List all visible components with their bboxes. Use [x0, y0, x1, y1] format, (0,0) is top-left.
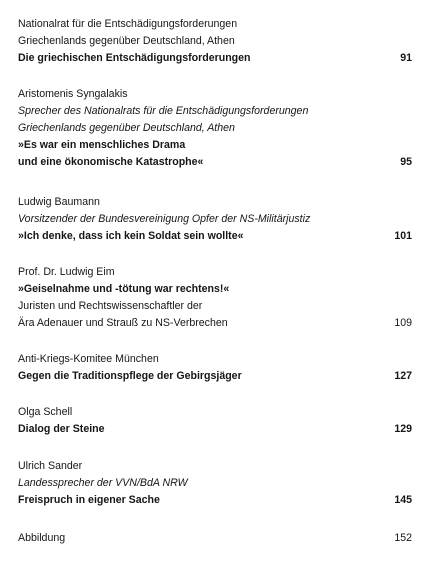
entry-title: Abbildung 152 [18, 530, 412, 547]
entry-title: Die griechischen Entschädigungsforderungen 91 [18, 50, 412, 67]
page-number: 101 [394, 230, 412, 242]
page-number: 145 [394, 494, 412, 506]
page-number: 95 [400, 156, 412, 168]
author-name: Prof. Dr. Ludwig Eim [18, 266, 115, 278]
entry-title: und eine ökonomische Katastrophe« 95 [18, 154, 412, 171]
entry-subtitle: Ära Adenauer und Strauß zu NS-Verbrechen 109 [18, 315, 412, 332]
entry-title: Dialog der Steine 129 [18, 421, 412, 438]
author-name: Anti-Kriegs-Komitee München [18, 353, 159, 365]
author-role: Landessprecher der VVN/BdA NRW [18, 477, 188, 489]
toc-entry [18, 264, 412, 332]
entry-title: »Geiselnahme und -tötung war rechtens!« [18, 283, 230, 295]
organisation-name: Griechenlands gegenüber Deutschland, Athen [18, 35, 235, 47]
author-role: Sprecher des Nationalrats für die Entschädigungsforderungen [18, 105, 309, 117]
toc-entry [18, 86, 412, 171]
author-name: Ulrich Sander [18, 460, 83, 472]
entry-title: »Es war ein menschliches Drama [18, 139, 186, 151]
toc-entry [18, 530, 412, 547]
page-number: 127 [394, 370, 412, 382]
author-role: Vorsitzender der Bundesvereinigung Opfer der NS-Militärjustiz [18, 213, 311, 225]
entry-subtitle: Juristen und Rechtswissenschaftler der [18, 300, 203, 312]
page-number: 91 [400, 52, 412, 64]
author-name: Ludwig Baumann [18, 196, 100, 208]
toc-entry [18, 194, 412, 245]
toc-entry [18, 404, 412, 438]
entry-title: »Ich denke, dass ich kein Soldat sein wollte« 101 [18, 228, 412, 245]
entry-title: Freispruch in eigener Sache 145 [18, 492, 412, 509]
author-name: Olga Schell [18, 406, 73, 418]
page-number: 109 [394, 317, 412, 329]
entry-title: Gegen die Traditionspflege der Gebirgsjäger 127 [18, 368, 412, 385]
organisation-name: Nationalrat für die Entschädigungsforderungen [18, 18, 238, 30]
author-name: Aristomenis Syngalakis [18, 88, 128, 100]
toc-entry [18, 16, 412, 67]
page-number: 129 [394, 423, 412, 435]
author-role: Griechenlands gegenüber Deutschland, Athen [18, 122, 235, 134]
toc-entry [18, 458, 412, 509]
toc-entry [18, 351, 412, 385]
page-number: 152 [394, 532, 412, 544]
